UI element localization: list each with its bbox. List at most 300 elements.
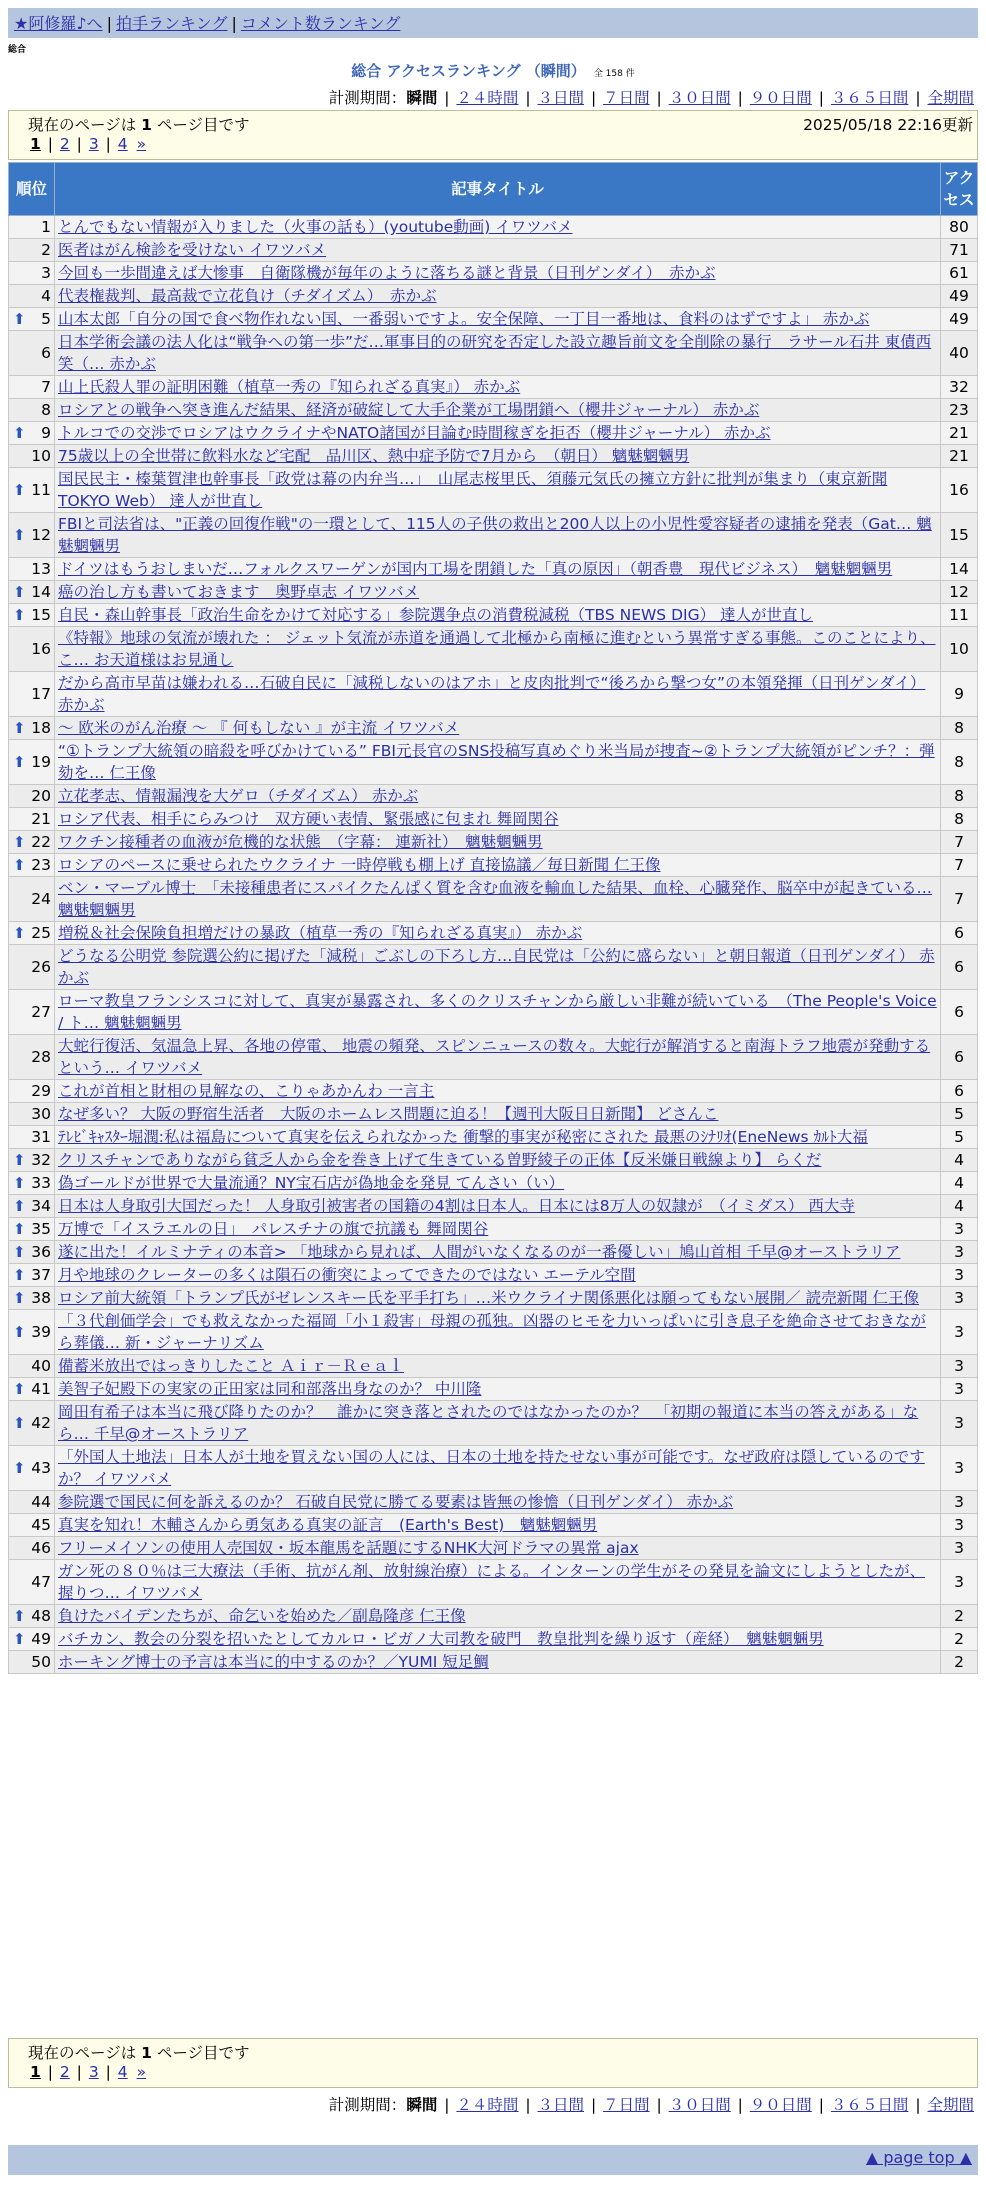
article-link[interactable]: 国民民主・榛葉賀津也幹事長「政党は幕の内弁当…」 山尾志桜里氏、須藤元気氏の擁立方針に批判が集まり（東京新聞 TOKYO Web） 達人が世直し — [58, 470, 888, 510]
page-links — [28, 135, 148, 153]
ranking-table — [8, 162, 978, 1674]
period-link[interactable]: ９０日間 — [749, 2096, 812, 2114]
rank-cell — [9, 672, 55, 717]
period-separator: | — [813, 2096, 829, 2114]
table-row — [9, 285, 978, 308]
table-row — [9, 1310, 978, 1355]
rank-cell — [9, 831, 55, 854]
title-cell — [55, 308, 941, 331]
page-status-num: 1 — [141, 2044, 152, 2062]
article-link[interactable]: クリスチャンでありながら貧乏人から金を巻き上げて生きている曽野綾子の正体【反米嫌日戦線より】 らくだ — [58, 1151, 822, 1169]
page-link-current[interactable]: 1 — [30, 135, 41, 153]
rank-cell — [9, 1491, 55, 1514]
rank-number: 33 — [31, 1174, 51, 1192]
period-separator: | — [520, 89, 536, 107]
rank-number: 14 — [31, 583, 51, 601]
access-count: 2 — [941, 1628, 978, 1651]
title-cell — [55, 399, 941, 422]
rank-number: 10 — [31, 447, 51, 465]
page-separator: | — [100, 2063, 116, 2081]
rank-up-arrow-icon: ⬆ — [13, 481, 26, 499]
updated-timestamp: 2025/05/18 22:16更新 — [803, 116, 973, 134]
rank-up-arrow-icon: ⬆ — [13, 856, 26, 874]
article-link[interactable]: フリーメイソンの使用人売国奴・坂本龍馬を話題にするNHK大河ドラマの異常 ajax — [58, 1539, 639, 1557]
rank-cell — [9, 581, 55, 604]
period-link[interactable]: ９０日間 — [749, 89, 812, 107]
title-cell — [55, 376, 941, 399]
rank-number: 6 — [41, 344, 51, 362]
access-count: 3 — [941, 1218, 978, 1241]
title-cell — [55, 672, 941, 717]
page-link[interactable]: 2 — [59, 2063, 70, 2081]
period-separator: | — [586, 89, 602, 107]
rank-number: 19 — [31, 753, 51, 771]
period-link[interactable]: ７日間 — [603, 2096, 650, 2114]
article-link[interactable]: ロシアのペースに乗せられたウクライナ 一時停戦も棚上げ 直接協議／毎日新聞 仁王像 — [58, 856, 661, 874]
article-link[interactable]: 美智子妃殿下の実家の正田家は同和部落出身なのか？ 中川隆 — [58, 1380, 482, 1398]
rank-cell — [9, 422, 55, 445]
rank-up-arrow-icon: ⬆ — [13, 1220, 26, 1238]
article-link[interactable]: 癌の治し方も書いておきます 奥野卓志 イワツバメ — [58, 583, 420, 601]
article-link[interactable]: 山上氏殺人罪の証明困難（植草一秀の『知られざる真実』） 赤かぶ — [58, 378, 521, 396]
title-cell — [55, 1560, 941, 1605]
article-link[interactable]: 遂に出た！イルミナティの本音> 「地球から見れば、人間がいなくなるのが一番優しい」鳩山首相 千早@オーストラリア — [58, 1243, 901, 1261]
rank-cell — [9, 1149, 55, 1172]
article-link[interactable]: 真実を知れ！木輔さんから勇気ある真実の証言 (Earth's Best) 魑魅魍魎男 — [58, 1516, 598, 1534]
rank-cell — [9, 922, 55, 945]
home-link[interactable]: ★阿修羅♪へ — [14, 14, 103, 33]
table-row — [9, 831, 978, 854]
article-link[interactable]: 日本は人身取引大国だった！ 人身取引被害者の国籍の4割は日本人。日本には8万人の奴隷が （イミダス） 西大寺 — [58, 1197, 855, 1215]
access-count: 6 — [941, 922, 978, 945]
period-selector-top — [329, 86, 976, 108]
title-cell — [55, 1514, 941, 1537]
access-count: 8 — [941, 717, 978, 740]
title-cell — [55, 1287, 941, 1310]
rank-number: 44 — [31, 1493, 51, 1511]
access-count: 14 — [941, 558, 978, 581]
table-row — [9, 877, 978, 922]
rank-cell — [9, 808, 55, 831]
rank-cell — [9, 1651, 55, 1674]
article-link[interactable]: 増税＆社会保険負担増だけの暴政（植草一秀の『知られざる真実』） 赤かぶ — [58, 924, 583, 942]
rank-cell — [9, 627, 55, 672]
period-link[interactable]: ３０日間 — [668, 2096, 731, 2114]
rank-up-arrow-icon: ⬆ — [13, 924, 26, 942]
rank-number: 11 — [31, 481, 51, 499]
rank-cell — [9, 1401, 55, 1446]
rank-number: 29 — [31, 1082, 51, 1100]
rank-up-arrow-icon: ⬆ — [13, 719, 26, 737]
article-link[interactable]: 山本太郎「自分の国で食べ物作れない国、一番弱いですよ。安全保障、一丁目一番地は、食料のはずですよ」 赤かぶ — [58, 310, 870, 328]
access-count: 61 — [941, 262, 978, 285]
article-link[interactable]: 備蓄米放出ではっきりしたこと Ａｉｒ－Ｒｅａｌ — [58, 1357, 404, 1375]
table-row — [9, 1172, 978, 1195]
article-link[interactable]: 「３代創価学会」でも救えなかった福岡「小１殺害」母親の孤独。凶器のヒモを力いっぱいに引き息子を絶命させておきながら葬儀… 新・ジャーナリズム — [58, 1312, 927, 1352]
page-current — [28, 2063, 43, 2081]
page-link[interactable]: 3 — [88, 2063, 99, 2081]
page-status-bottom — [28, 2041, 250, 2063]
rank-cell — [9, 1560, 55, 1605]
table-row — [9, 262, 978, 285]
access-count: 4 — [941, 1172, 978, 1195]
rank-cell — [9, 1218, 55, 1241]
rank-number: 9 — [41, 424, 51, 442]
rank-up-arrow-icon: ⬆ — [13, 1243, 26, 1261]
rank-cell — [9, 1537, 55, 1560]
access-count: 4 — [941, 1149, 978, 1172]
period-link[interactable]: 全期間 — [927, 2096, 974, 2114]
table-row — [9, 1126, 978, 1149]
table-row — [9, 239, 978, 262]
table-row — [9, 672, 978, 717]
page-separator: | — [100, 135, 116, 153]
article-link[interactable]: とんでもない情報が入りました（火事の話も）(youtube動画) イワツバメ — [58, 218, 573, 236]
period-separator: | — [651, 89, 667, 107]
rank-number: 35 — [31, 1220, 51, 1238]
table-row — [9, 1560, 978, 1605]
title-cell — [55, 1103, 941, 1126]
period-separator: | — [444, 2096, 455, 2114]
title-cell — [55, 990, 941, 1035]
access-count: 9 — [941, 672, 978, 717]
table-row — [9, 308, 978, 331]
title-cell — [55, 1628, 941, 1651]
rank-cell — [9, 945, 55, 990]
rank-number: 3 — [41, 264, 51, 282]
nav-separator: | — [231, 14, 237, 33]
article-link[interactable]: ホーキング博士の予言は本当に的中するのか？／YUMI 短足鯛 — [58, 1653, 489, 1671]
title-cell — [55, 1446, 941, 1491]
page-status-num: 1 — [141, 116, 152, 134]
article-link[interactable]: バチカン、教会の分裂を招いたとしてカルロ・ビガノ大司教を破門 教皇批判を繰り返す（産経） 魑魅魍魎男 — [58, 1630, 824, 1648]
rank-number: 16 — [31, 640, 51, 658]
category-label: 総合 — [8, 45, 27, 55]
title-cell — [55, 1218, 941, 1241]
page-status-post: ページ目です — [151, 2044, 250, 2062]
rank-number: 42 — [31, 1414, 51, 1432]
ranking-title — [0, 60, 986, 81]
table-row — [9, 399, 978, 422]
title-cell — [55, 808, 941, 831]
article-link[interactable]: 代表権裁判、最高裁で立花負け（チダイズム） 赤かぶ — [58, 287, 437, 305]
table-row — [9, 627, 978, 672]
title-cell — [55, 239, 941, 262]
period-link[interactable]: ３日間 — [537, 2096, 585, 2114]
period-selector-bottom — [329, 2093, 976, 2115]
rank-cell — [9, 1355, 55, 1378]
table-row — [9, 1491, 978, 1514]
rank-number: 48 — [31, 1607, 51, 1625]
article-link[interactable]: どうなる公明党 参院選公約に掲げた「減税」ごぶしの下ろし方…自民党は「公約に盛らない」と朝日報道（日刊ゲンダイ） 赤かぶ — [58, 947, 935, 987]
title-cell — [55, 1126, 941, 1149]
table-row — [9, 922, 978, 945]
title-cell — [55, 922, 941, 945]
ranking-body — [9, 216, 978, 1674]
article-link[interactable]: これが首相と財相の見解なの、こりゃあかんわ 一言主 — [58, 1082, 435, 1100]
access-count: 15 — [941, 513, 978, 558]
period-link[interactable]: ３６５日間 — [830, 89, 909, 107]
next-page-link[interactable]: » — [136, 2063, 147, 2081]
page-top-link[interactable]: ▲ page top ▲ — [865, 2148, 972, 2167]
rank-up-arrow-icon: ⬆ — [13, 424, 26, 442]
rank-cell — [9, 1126, 55, 1149]
period-separator: | — [910, 2096, 926, 2114]
rank-number: 30 — [31, 1105, 51, 1123]
rank-cell — [9, 1264, 55, 1287]
title-cell — [55, 1172, 941, 1195]
title-cell — [55, 468, 941, 513]
title-cell — [55, 1378, 941, 1401]
access-count: 7 — [941, 877, 978, 922]
title-cell — [55, 945, 941, 990]
period-separator: | — [444, 89, 455, 107]
rank-number: 26 — [31, 958, 51, 976]
page-status-pre: 現在のページは — [28, 116, 142, 134]
footer-bar — [8, 2145, 978, 2175]
access-count: 16 — [941, 468, 978, 513]
page-link[interactable]: 3 — [88, 135, 99, 153]
rank-cell — [9, 262, 55, 285]
page-status-post: ページ目です — [151, 116, 250, 134]
article-link[interactable]: 万博で「イスラエルの日」 パレスチナの旗で抗議も 舞岡関谷 — [58, 1220, 489, 1238]
rank-number: 12 — [31, 526, 51, 544]
title-cell — [55, 854, 941, 877]
article-link[interactable]: 自民・森山幹事長「政治生命をかけて対応する」参院選争点の消費税減税（TBS NEWS DIG） 達人が世直し — [58, 606, 814, 624]
access-count: 3 — [941, 1491, 978, 1514]
table-row — [9, 1149, 978, 1172]
article-link[interactable]: 大蛇行復活、気温急上昇、各地の停電、 地震の頻発、スピンニュースの数々。大蛇行が解消すると南海トラフ地震が発動するという… イワツバメ — [58, 1037, 931, 1077]
rank-number: 45 — [31, 1516, 51, 1534]
rank-cell — [9, 1605, 55, 1628]
rank-cell — [9, 877, 55, 922]
rank-cell — [9, 513, 55, 558]
article-link[interactable]: ﾃﾚﾋﾞｷｬｽﾀｰ堀潤:私は福島について真実を伝えられなかった 衝撃的事実が秘密にされた 最悪のｼﾅﾘｵ(EneNews ｶﾙﾄ大福 — [58, 1128, 868, 1146]
access-count: 6 — [941, 1080, 978, 1103]
access-count: 40 — [941, 331, 978, 376]
article-link[interactable]: 今回も一歩間違えば大惨事 自衛隊機が毎年のように落ちる謎と背景（日刊ゲンダイ） 赤かぶ — [58, 264, 716, 282]
table-row — [9, 468, 978, 513]
page-separator: | — [71, 135, 87, 153]
table-row — [9, 808, 978, 831]
article-link[interactable]: 《特報》地球の気流が壊れた ： ジェット気流が赤道を通過して北極から南極に進むという異常すぎる事態。このことにより、こ… お天道様はお見通し — [58, 629, 936, 669]
title-cell — [55, 831, 941, 854]
access-count: 5 — [941, 1126, 978, 1149]
title-cell — [55, 717, 941, 740]
page-status-pre: 現在のページは — [28, 2044, 142, 2062]
article-link[interactable]: 日本学術会議の法人化は“戦争への第一歩”だ…軍事目的の研究を否定した設立趣旨前文を全削除の暴行 ラサール石井 東債西笑（… 赤かぶ — [58, 333, 932, 373]
rank-cell — [9, 308, 55, 331]
page-link[interactable]: 4 — [117, 2063, 128, 2081]
table-row — [9, 1355, 978, 1378]
period-separator: | — [732, 2096, 748, 2114]
rank-cell — [9, 604, 55, 627]
table-row — [9, 1514, 978, 1537]
period-link[interactable]: ３日間 — [537, 89, 585, 107]
rank-cell — [9, 990, 55, 1035]
access-count: 23 — [941, 399, 978, 422]
period-link[interactable]: ３０日間 — [668, 89, 731, 107]
rank-cell — [9, 740, 55, 785]
access-count: 8 — [941, 808, 978, 831]
rank-up-arrow-icon: ⬆ — [13, 526, 26, 544]
rank-up-arrow-icon: ⬆ — [13, 310, 26, 328]
table-row — [9, 445, 978, 468]
period-link[interactable]: ７日間 — [603, 89, 650, 107]
table-row — [9, 990, 978, 1035]
rank-number: 17 — [31, 685, 51, 703]
page-separator: | — [42, 2063, 58, 2081]
top-nav-bar — [8, 8, 978, 38]
rank-up-arrow-icon: ⬆ — [13, 1414, 26, 1432]
rank-number: 22 — [31, 833, 51, 851]
article-link[interactable]: ロシア前大統領「トランプ氏がゼレンスキー氏を平手打ち」…米ウクライナ関係悪化は願ってもない展開／ 読売新聞 仁王像 — [58, 1289, 920, 1307]
title-cell — [55, 1035, 941, 1080]
period-separator: | — [586, 2096, 602, 2114]
header-rank: 順位 — [9, 163, 55, 216]
title-cell — [55, 785, 941, 808]
article-link[interactable]: 医者はがん検診を受けない イワツバメ — [58, 241, 327, 259]
rank-cell — [9, 216, 55, 239]
rank-up-arrow-icon: ⬆ — [13, 753, 26, 771]
page-link-current[interactable]: 1 — [30, 2063, 41, 2081]
rank-number: 15 — [31, 606, 51, 624]
table-row — [9, 1651, 978, 1674]
article-link[interactable]: ワクチン接種者の血液が危機的な状態 （字幕： 連新社） 魑魅魍魎男 — [58, 833, 543, 851]
rank-number: 5 — [41, 310, 51, 328]
rank-cell — [9, 854, 55, 877]
article-link[interactable]: ロシアとの戦争へ突き進んだ結果、経済が破綻して大手企業が工場閉鎖へ（櫻井ジャーナル） 赤かぶ — [58, 401, 760, 419]
access-count: 2 — [941, 1605, 978, 1628]
table-row — [9, 216, 978, 239]
title-cell — [55, 331, 941, 376]
rank-number: 25 — [31, 924, 51, 942]
table-row — [9, 854, 978, 877]
article-link[interactable]: だから高市早苗は嫌われる…石破自民に「減税しないのはアホ」と皮肉批判で“後ろから撃つ女”の本領発揮（日刊ゲンダイ） 赤かぶ — [58, 674, 926, 714]
title-cell — [55, 627, 941, 672]
article-link[interactable]: ～ 欧米のがん治療 ～ 『 何もしない 』が主流 イワツバメ — [58, 719, 460, 737]
rank-number: 28 — [31, 1048, 51, 1066]
rank-up-arrow-icon: ⬆ — [13, 1630, 26, 1648]
rank-number: 36 — [31, 1243, 51, 1261]
applause-ranking-link[interactable]: 拍手ランキング — [115, 14, 228, 33]
access-count: 11 — [941, 604, 978, 627]
rank-cell — [9, 1514, 55, 1537]
rank-number: 18 — [31, 719, 51, 737]
article-link[interactable]: “①トランプ大統領の暗殺を呼びかけている” FBI元長官のSNS投稿写真めぐり米当局が捜査~②トランプ大統領がピンチ？：弾劾を… 仁王像 — [58, 742, 935, 782]
rank-number: 34 — [31, 1197, 51, 1215]
total-count: 全 158 件 — [593, 69, 635, 79]
period-separator: | — [813, 89, 829, 107]
rank-up-arrow-icon: ⬆ — [13, 1289, 26, 1307]
rank-number: 8 — [41, 401, 51, 419]
title-cell — [55, 581, 941, 604]
page-link[interactable]: 4 — [117, 135, 128, 153]
access-count: 2 — [941, 1651, 978, 1674]
title-cell — [55, 1355, 941, 1378]
rank-number: 47 — [31, 1573, 51, 1591]
rank-number: 39 — [31, 1323, 51, 1341]
title-cell — [55, 1651, 941, 1674]
access-count: 3 — [941, 1560, 978, 1605]
table-row — [9, 740, 978, 785]
header-access: アクセス — [941, 163, 978, 216]
rank-cell — [9, 1035, 55, 1080]
rank-up-arrow-icon: ⬆ — [13, 1323, 26, 1341]
table-row — [9, 1378, 978, 1401]
article-link[interactable]: 参院選で国民に何を訴えるのか？ 石破自民党に勝てる要素は皆無の惨憺（日刊ゲンダイ） 赤かぶ — [58, 1493, 734, 1511]
title-cell — [55, 1195, 941, 1218]
period-separator: | — [651, 2096, 667, 2114]
period-link[interactable]: ２４時間 — [456, 2096, 519, 2114]
access-count: 3 — [941, 1241, 978, 1264]
access-count: 49 — [941, 285, 978, 308]
article-link[interactable]: 偽ゴールドが世界で大量流通？NY宝石店が偽地金を発見 てんさい（い） — [58, 1174, 565, 1192]
period-separator: | — [910, 89, 926, 107]
article-link[interactable]: ローマ教皇フランシスコに対して、真実が暴露され、多くのクリスチャンから厳しい非難が続いている （The People's Voice / ト… 魑魅魍魎男 — [58, 992, 937, 1032]
article-link[interactable]: 月や地球のクレーターの多くは隕石の衝突によってできたのではない エーテル空間 — [58, 1266, 636, 1284]
table-row — [9, 558, 978, 581]
article-link[interactable]: 75歳以上の全世帯に飲料水など宅配 品川区、熱中症予防で7月から （朝日） 魑魅魍魎男 — [58, 447, 690, 465]
rank-up-arrow-icon: ⬆ — [13, 1266, 26, 1284]
article-link[interactable]: 負けたバイデンたちが、命乞いを始めた／副島隆彦 仁王像 — [58, 1607, 466, 1625]
rank-up-arrow-icon: ⬆ — [13, 1151, 26, 1169]
next-page-link[interactable]: » — [136, 135, 147, 153]
title-cell — [55, 740, 941, 785]
rank-number: 24 — [31, 890, 51, 908]
article-link[interactable]: トルコでの交渉でロシアはウクライナやNATO諸国が目論む時間稼ぎを拒否（櫻井ジャーナル） 赤かぶ — [58, 424, 771, 442]
period-current: 瞬間 — [406, 2096, 438, 2114]
rank-number: 4 — [41, 287, 51, 305]
rank-up-arrow-icon: ⬆ — [13, 583, 26, 601]
article-link[interactable]: 「外国人土地法」日本人が土地を買えない国の人には、日本の土地を持たせない事が可能です。なぜ政府は隠しているのですか？ イワツバメ — [58, 1448, 925, 1488]
title-cell — [55, 1080, 941, 1103]
table-row — [9, 376, 978, 399]
table-row — [9, 1195, 978, 1218]
page-link[interactable]: 2 — [59, 135, 70, 153]
article-link[interactable]: 岡田有希子は本当に飛び降りたのか？ 誰かに突き落とされたのではなかったのか？ 「初期の報道に本当の答えがある」なら… 千早@オーストラリア — [58, 1403, 919, 1443]
article-link[interactable]: ガン死の８０％は三大療法（手術、抗がん剤、放射線治療）による。インターンの学生がその発見を論文にしようとしたが、握りつ… イワツバメ — [58, 1562, 926, 1602]
title-cell — [55, 513, 941, 558]
article-link[interactable]: ベン・マーブル博士 「未接種患者にスパイクたんぱく質を含む血液を輸血した結果、血栓、心臓発作、脳卒中が起きている… 魑魅魍魎男 — [58, 879, 933, 919]
article-link[interactable]: FBIと司法省は、"正義の回復作戦"の一環として、115人の子供の救出と200人以上の小児性愛容疑者の逮捕を発表（Gat… 魑魅魍魎男 — [58, 515, 932, 555]
table-row — [9, 1218, 978, 1241]
rank-up-arrow-icon: ⬆ — [13, 833, 26, 851]
rank-cell — [9, 1446, 55, 1491]
comment-ranking-link[interactable]: コメント数ランキング — [240, 14, 401, 33]
title-cell — [55, 1491, 941, 1514]
article-link[interactable]: ドイツはもうおしまいだ…フォルクスワーゲンが国内工場を閉鎖した「真の原因」（朝香豊 現代ビジネス） 魑魅魍魎男 — [58, 560, 893, 578]
rank-number: 27 — [31, 1003, 51, 1021]
period-link[interactable]: ２４時間 — [456, 89, 519, 107]
article-link[interactable]: ロシア代表、相手にらみつけ 双方硬い表情、緊張感に包まれ 舞岡関谷 — [58, 810, 559, 828]
article-link[interactable]: 立花孝志、情報漏洩を大ゲロ（チダイズム） 赤かぶ — [58, 787, 419, 805]
period-link[interactable]: ３６５日間 — [830, 2096, 909, 2114]
access-count: 3 — [941, 1401, 978, 1446]
page-title: 総合 アクセスランキング （瞬間） — [351, 62, 586, 80]
access-count: 32 — [941, 376, 978, 399]
access-count: 3 — [941, 1446, 978, 1491]
access-count: 3 — [941, 1287, 978, 1310]
rank-number: 13 — [31, 560, 51, 578]
article-link[interactable]: なぜ多い？ 大阪の野宿生活者 大阪のホームレス問題に迫る！【週刊大阪日日新聞】 どさんこ — [58, 1105, 719, 1123]
rank-up-arrow-icon: ⬆ — [13, 1459, 26, 1477]
period-link[interactable]: 全期間 — [927, 89, 974, 107]
nav-separator: | — [106, 14, 112, 33]
rank-number: 37 — [31, 1266, 51, 1284]
page-separator: | — [71, 2063, 87, 2081]
rank-number: 1 — [41, 218, 51, 236]
